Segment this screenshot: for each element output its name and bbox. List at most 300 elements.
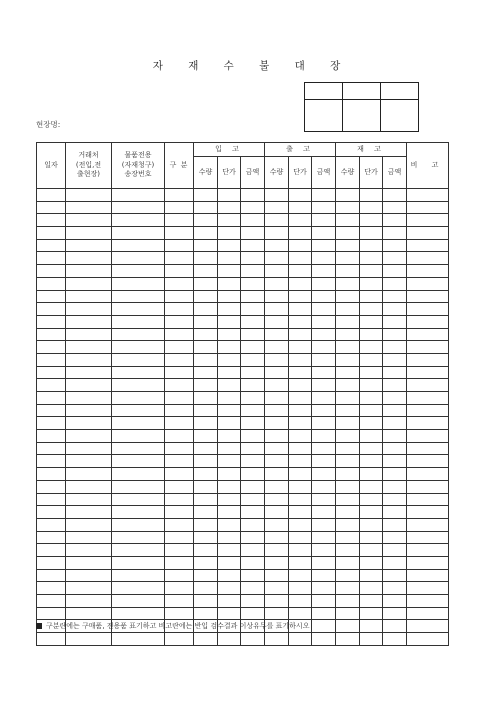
table-cell[interactable] <box>112 493 165 506</box>
table-cell[interactable] <box>289 392 312 405</box>
table-cell[interactable] <box>336 227 360 240</box>
table-cell[interactable] <box>165 265 194 278</box>
table-cell[interactable] <box>37 404 66 417</box>
table-cell[interactable] <box>312 328 336 341</box>
table-cell[interactable] <box>360 290 383 303</box>
table-cell[interactable] <box>383 506 407 519</box>
table-cell[interactable] <box>165 493 194 506</box>
table-cell[interactable] <box>289 290 312 303</box>
table-cell[interactable] <box>265 442 289 455</box>
table-cell[interactable] <box>37 315 66 328</box>
table-cell[interactable] <box>241 277 265 290</box>
table-cell[interactable] <box>112 480 165 493</box>
table-cell[interactable] <box>312 417 336 430</box>
table-cell[interactable] <box>360 595 383 608</box>
table-cell[interactable] <box>360 227 383 240</box>
table-cell[interactable] <box>289 265 312 278</box>
table-cell[interactable] <box>66 353 112 366</box>
table-cell[interactable] <box>37 633 66 646</box>
table-cell[interactable] <box>194 265 218 278</box>
table-cell[interactable] <box>360 201 383 214</box>
table-cell[interactable] <box>312 341 336 354</box>
table-cell[interactable] <box>312 544 336 557</box>
table-cell[interactable] <box>194 468 218 481</box>
table-cell[interactable] <box>194 328 218 341</box>
table-cell[interactable] <box>37 239 66 252</box>
table-cell[interactable] <box>112 290 165 303</box>
table-cell[interactable] <box>218 544 241 557</box>
table-cell[interactable] <box>289 518 312 531</box>
table-cell[interactable] <box>383 227 407 240</box>
table-cell[interactable] <box>407 341 449 354</box>
table-cell[interactable] <box>66 290 112 303</box>
table-cell[interactable] <box>336 493 360 506</box>
table-cell[interactable] <box>37 569 66 582</box>
table-cell[interactable] <box>383 417 407 430</box>
table-cell[interactable] <box>194 189 218 202</box>
table-cell[interactable] <box>194 595 218 608</box>
table-cell[interactable] <box>336 277 360 290</box>
table-cell[interactable] <box>218 480 241 493</box>
table-cell[interactable] <box>218 239 241 252</box>
table-cell[interactable] <box>66 455 112 468</box>
table-cell[interactable] <box>360 569 383 582</box>
table-cell[interactable] <box>407 417 449 430</box>
table-cell[interactable] <box>407 480 449 493</box>
table-cell[interactable] <box>37 366 66 379</box>
table-cell[interactable] <box>383 201 407 214</box>
table-cell[interactable] <box>218 468 241 481</box>
table-cell[interactable] <box>265 353 289 366</box>
table-cell[interactable] <box>112 252 165 265</box>
table-cell[interactable] <box>165 633 194 646</box>
table-cell[interactable] <box>37 430 66 443</box>
table-cell[interactable] <box>241 455 265 468</box>
table-cell[interactable] <box>66 531 112 544</box>
table-cell[interactable] <box>194 379 218 392</box>
table-cell[interactable] <box>360 506 383 519</box>
table-cell[interactable] <box>194 201 218 214</box>
table-cell[interactable] <box>112 544 165 557</box>
table-cell[interactable] <box>241 633 265 646</box>
table-cell[interactable] <box>407 328 449 341</box>
table-cell[interactable] <box>360 239 383 252</box>
table-cell[interactable] <box>312 277 336 290</box>
table-cell[interactable] <box>312 582 336 595</box>
table-cell[interactable] <box>407 544 449 557</box>
table-cell[interactable] <box>37 392 66 405</box>
table-cell[interactable] <box>383 582 407 595</box>
table-cell[interactable] <box>112 392 165 405</box>
table-cell[interactable] <box>289 430 312 443</box>
table-cell[interactable] <box>66 480 112 493</box>
table-cell[interactable] <box>112 214 165 227</box>
table-cell[interactable] <box>383 189 407 202</box>
table-cell[interactable] <box>218 252 241 265</box>
table-cell[interactable] <box>165 607 194 620</box>
table-cell[interactable] <box>265 341 289 354</box>
table-cell[interactable] <box>241 493 265 506</box>
table-cell[interactable] <box>218 417 241 430</box>
table-cell[interactable] <box>265 392 289 405</box>
table-cell[interactable] <box>218 633 241 646</box>
table-cell[interactable] <box>289 480 312 493</box>
table-cell[interactable] <box>165 379 194 392</box>
table-cell[interactable] <box>383 455 407 468</box>
table-cell[interactable] <box>336 214 360 227</box>
table-cell[interactable] <box>289 277 312 290</box>
table-cell[interactable] <box>360 582 383 595</box>
table-cell[interactable] <box>165 214 194 227</box>
table-cell[interactable] <box>312 252 336 265</box>
table-cell[interactable] <box>112 417 165 430</box>
table-cell[interactable] <box>407 595 449 608</box>
table-cell[interactable] <box>265 417 289 430</box>
table-cell[interactable] <box>165 303 194 316</box>
table-cell[interactable] <box>289 468 312 481</box>
table-cell[interactable] <box>312 392 336 405</box>
table-cell[interactable] <box>312 493 336 506</box>
table-cell[interactable] <box>383 531 407 544</box>
table-cell[interactable] <box>37 442 66 455</box>
table-cell[interactable] <box>37 468 66 481</box>
table-cell[interactable] <box>312 531 336 544</box>
table-cell[interactable] <box>66 379 112 392</box>
table-cell[interactable] <box>289 531 312 544</box>
table-cell[interactable] <box>218 607 241 620</box>
table-cell[interactable] <box>241 290 265 303</box>
table-cell[interactable] <box>218 582 241 595</box>
table-cell[interactable] <box>312 189 336 202</box>
table-cell[interactable] <box>312 455 336 468</box>
table-cell[interactable] <box>241 531 265 544</box>
table-cell[interactable] <box>165 341 194 354</box>
table-cell[interactable] <box>383 607 407 620</box>
table-cell[interactable] <box>37 341 66 354</box>
table-cell[interactable] <box>194 341 218 354</box>
table-cell[interactable] <box>265 214 289 227</box>
table-cell[interactable] <box>37 303 66 316</box>
table-cell[interactable] <box>194 455 218 468</box>
table-cell[interactable] <box>265 189 289 202</box>
table-cell[interactable] <box>66 493 112 506</box>
table-cell[interactable] <box>194 227 218 240</box>
table-cell[interactable] <box>241 607 265 620</box>
table-cell[interactable] <box>218 265 241 278</box>
table-cell[interactable] <box>383 277 407 290</box>
table-cell[interactable] <box>112 227 165 240</box>
table-cell[interactable] <box>336 353 360 366</box>
table-cell[interactable] <box>218 189 241 202</box>
table-cell[interactable] <box>289 417 312 430</box>
table-cell[interactable] <box>312 290 336 303</box>
table-cell[interactable] <box>265 633 289 646</box>
table-cell[interactable] <box>265 430 289 443</box>
table-cell[interactable] <box>241 189 265 202</box>
table-cell[interactable] <box>218 493 241 506</box>
table-cell[interactable] <box>112 518 165 531</box>
table-cell[interactable] <box>194 480 218 493</box>
table-cell[interactable] <box>407 214 449 227</box>
table-cell[interactable] <box>165 252 194 265</box>
table-cell[interactable] <box>407 392 449 405</box>
table-cell[interactable] <box>407 633 449 646</box>
table-cell[interactable] <box>66 544 112 557</box>
table-cell[interactable] <box>218 201 241 214</box>
table-cell[interactable] <box>112 442 165 455</box>
table-cell[interactable] <box>360 442 383 455</box>
table-cell[interactable] <box>383 620 407 633</box>
table-cell[interactable] <box>37 379 66 392</box>
table-cell[interactable] <box>360 353 383 366</box>
table-cell[interactable] <box>383 379 407 392</box>
table-cell[interactable] <box>312 633 336 646</box>
table-cell[interactable] <box>289 607 312 620</box>
table-cell[interactable] <box>241 556 265 569</box>
table-cell[interactable] <box>218 404 241 417</box>
table-cell[interactable] <box>336 290 360 303</box>
table-cell[interactable] <box>218 506 241 519</box>
table-cell[interactable] <box>165 442 194 455</box>
table-cell[interactable] <box>336 379 360 392</box>
table-cell[interactable] <box>241 417 265 430</box>
table-cell[interactable] <box>218 442 241 455</box>
table-cell[interactable] <box>360 392 383 405</box>
table-cell[interactable] <box>218 455 241 468</box>
table-cell[interactable] <box>336 315 360 328</box>
table-cell[interactable] <box>37 556 66 569</box>
table-cell[interactable] <box>194 315 218 328</box>
table-cell[interactable] <box>112 569 165 582</box>
table-cell[interactable] <box>37 506 66 519</box>
table-cell[interactable] <box>289 595 312 608</box>
table-cell[interactable] <box>360 189 383 202</box>
table-cell[interactable] <box>165 417 194 430</box>
table-cell[interactable] <box>241 328 265 341</box>
table-cell[interactable] <box>289 189 312 202</box>
table-cell[interactable] <box>289 366 312 379</box>
table-cell[interactable] <box>407 290 449 303</box>
table-cell[interactable] <box>312 442 336 455</box>
table-cell[interactable] <box>360 303 383 316</box>
table-cell[interactable] <box>66 569 112 582</box>
table-cell[interactable] <box>265 531 289 544</box>
table-cell[interactable] <box>407 430 449 443</box>
table-cell[interactable] <box>241 506 265 519</box>
table-cell[interactable] <box>360 620 383 633</box>
table-cell[interactable] <box>312 607 336 620</box>
table-cell[interactable] <box>218 214 241 227</box>
table-cell[interactable] <box>336 392 360 405</box>
table-cell[interactable] <box>407 303 449 316</box>
table-cell[interactable] <box>194 392 218 405</box>
table-cell[interactable] <box>336 544 360 557</box>
table-cell[interactable] <box>112 404 165 417</box>
table-cell[interactable] <box>265 265 289 278</box>
table-cell[interactable] <box>241 442 265 455</box>
table-cell[interactable] <box>165 227 194 240</box>
table-cell[interactable] <box>289 353 312 366</box>
table-cell[interactable] <box>383 468 407 481</box>
table-cell[interactable] <box>66 607 112 620</box>
table-cell[interactable] <box>165 556 194 569</box>
table-cell[interactable] <box>336 633 360 646</box>
table-cell[interactable] <box>336 556 360 569</box>
table-cell[interactable] <box>336 582 360 595</box>
table-cell[interactable] <box>289 633 312 646</box>
table-cell[interactable] <box>265 518 289 531</box>
table-cell[interactable] <box>407 252 449 265</box>
table-cell[interactable] <box>265 252 289 265</box>
table-cell[interactable] <box>360 366 383 379</box>
table-cell[interactable] <box>407 201 449 214</box>
table-cell[interactable] <box>312 353 336 366</box>
table-cell[interactable] <box>265 290 289 303</box>
table-cell[interactable] <box>66 303 112 316</box>
table-cell[interactable] <box>165 544 194 557</box>
table-cell[interactable] <box>112 303 165 316</box>
table-cell[interactable] <box>241 595 265 608</box>
table-cell[interactable] <box>265 569 289 582</box>
table-cell[interactable] <box>194 531 218 544</box>
table-cell[interactable] <box>194 582 218 595</box>
table-cell[interactable] <box>383 392 407 405</box>
table-cell[interactable] <box>360 430 383 443</box>
table-cell[interactable] <box>241 468 265 481</box>
table-cell[interactable] <box>336 417 360 430</box>
table-cell[interactable] <box>112 455 165 468</box>
table-cell[interactable] <box>383 569 407 582</box>
table-cell[interactable] <box>265 303 289 316</box>
table-cell[interactable] <box>194 239 218 252</box>
table-cell[interactable] <box>407 556 449 569</box>
table-cell[interactable] <box>165 404 194 417</box>
table-cell[interactable] <box>66 366 112 379</box>
table-cell[interactable] <box>66 227 112 240</box>
table-cell[interactable] <box>336 518 360 531</box>
table-cell[interactable] <box>218 531 241 544</box>
table-cell[interactable] <box>112 328 165 341</box>
table-cell[interactable] <box>194 518 218 531</box>
table-cell[interactable] <box>218 277 241 290</box>
table-cell[interactable] <box>383 328 407 341</box>
table-cell[interactable] <box>218 569 241 582</box>
table-cell[interactable] <box>336 252 360 265</box>
table-cell[interactable] <box>312 480 336 493</box>
table-cell[interactable] <box>194 633 218 646</box>
table-cell[interactable] <box>312 518 336 531</box>
table-cell[interactable] <box>360 493 383 506</box>
table-cell[interactable] <box>312 201 336 214</box>
table-cell[interactable] <box>112 315 165 328</box>
table-cell[interactable] <box>194 353 218 366</box>
table-cell[interactable] <box>66 582 112 595</box>
table-cell[interactable] <box>336 239 360 252</box>
table-cell[interactable] <box>312 315 336 328</box>
table-cell[interactable] <box>165 189 194 202</box>
table-cell[interactable] <box>241 569 265 582</box>
table-cell[interactable] <box>218 379 241 392</box>
table-cell[interactable] <box>66 442 112 455</box>
table-cell[interactable] <box>66 468 112 481</box>
table-cell[interactable] <box>383 480 407 493</box>
table-cell[interactable] <box>241 430 265 443</box>
table-cell[interactable] <box>336 531 360 544</box>
table-cell[interactable] <box>289 556 312 569</box>
table-cell[interactable] <box>289 315 312 328</box>
table-cell[interactable] <box>360 328 383 341</box>
table-cell[interactable] <box>336 480 360 493</box>
table-cell[interactable] <box>383 239 407 252</box>
table-cell[interactable] <box>336 404 360 417</box>
table-cell[interactable] <box>194 214 218 227</box>
table-cell[interactable] <box>66 404 112 417</box>
table-cell[interactable] <box>407 455 449 468</box>
table-cell[interactable] <box>407 620 449 633</box>
table-cell[interactable] <box>312 214 336 227</box>
table-cell[interactable] <box>289 239 312 252</box>
table-cell[interactable] <box>241 379 265 392</box>
table-cell[interactable] <box>265 607 289 620</box>
table-cell[interactable] <box>194 430 218 443</box>
table-cell[interactable] <box>265 201 289 214</box>
table-cell[interactable] <box>66 214 112 227</box>
table-cell[interactable] <box>336 468 360 481</box>
table-cell[interactable] <box>37 290 66 303</box>
table-cell[interactable] <box>165 353 194 366</box>
table-cell[interactable] <box>383 404 407 417</box>
table-cell[interactable] <box>66 633 112 646</box>
table-cell[interactable] <box>66 265 112 278</box>
table-cell[interactable] <box>312 265 336 278</box>
table-cell[interactable] <box>165 468 194 481</box>
table-cell[interactable] <box>218 328 241 341</box>
table-cell[interactable] <box>360 455 383 468</box>
table-cell[interactable] <box>194 303 218 316</box>
table-cell[interactable] <box>194 404 218 417</box>
table-cell[interactable] <box>241 252 265 265</box>
table-cell[interactable] <box>37 417 66 430</box>
table-cell[interactable] <box>336 455 360 468</box>
table-cell[interactable] <box>218 315 241 328</box>
table-cell[interactable] <box>312 620 336 633</box>
table-cell[interactable] <box>289 227 312 240</box>
table-cell[interactable] <box>241 214 265 227</box>
table-cell[interactable] <box>165 455 194 468</box>
table-cell[interactable] <box>112 595 165 608</box>
table-cell[interactable] <box>165 582 194 595</box>
table-cell[interactable] <box>165 569 194 582</box>
table-cell[interactable] <box>194 417 218 430</box>
table-cell[interactable] <box>241 227 265 240</box>
table-cell[interactable] <box>289 303 312 316</box>
table-cell[interactable] <box>360 531 383 544</box>
table-cell[interactable] <box>194 290 218 303</box>
table-cell[interactable] <box>289 544 312 557</box>
table-cell[interactable] <box>218 227 241 240</box>
table-cell[interactable] <box>37 214 66 227</box>
table-cell[interactable] <box>112 239 165 252</box>
table-cell[interactable] <box>241 366 265 379</box>
table-cell[interactable] <box>37 480 66 493</box>
table-cell[interactable] <box>241 303 265 316</box>
table-cell[interactable] <box>336 189 360 202</box>
table-cell[interactable] <box>112 531 165 544</box>
table-cell[interactable] <box>265 544 289 557</box>
table-cell[interactable] <box>165 506 194 519</box>
table-cell[interactable] <box>360 518 383 531</box>
table-cell[interactable] <box>241 239 265 252</box>
